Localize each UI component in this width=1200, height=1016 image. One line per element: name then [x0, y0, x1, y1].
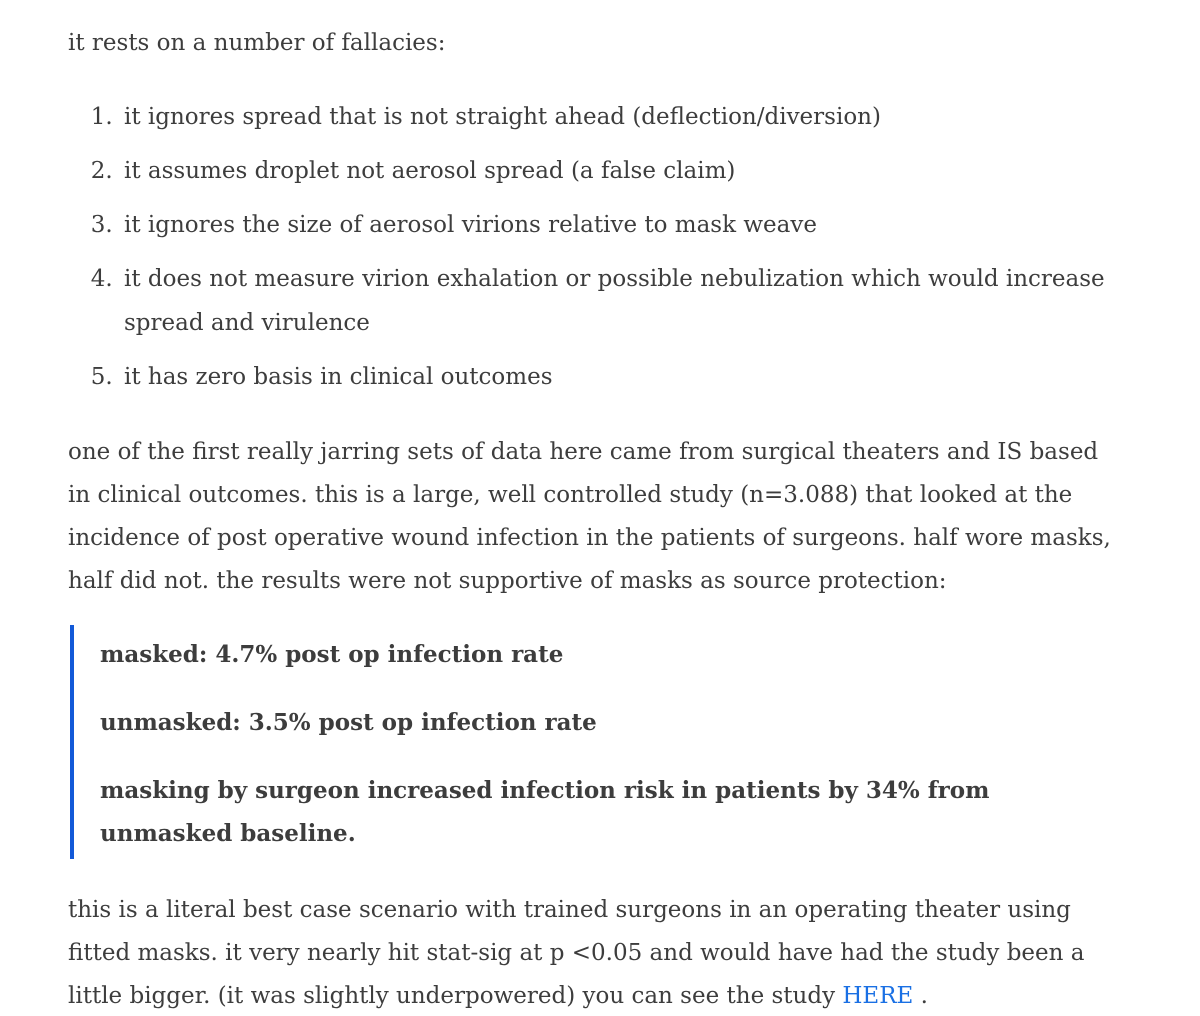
- study-link[interactable]: HERE: [842, 983, 914, 1009]
- closing-text-after: .: [913, 983, 928, 1009]
- results-blockquote: [70, 625, 1116, 859]
- fallacy-item-1: 1. it ignores spread that is not straight ahead (deflection/diversion): [120, 95, 1116, 139]
- fallacies-list: [68, 95, 1116, 399]
- intro-paragraph: it rests on a number of fallacies:: [68, 30, 446, 56]
- study-paragraph: one of the first really jarring sets of data here came from surgical theaters and IS based in clinical outcomes. this is a large, well controlled study (n=3.088) that looked at the incidence of post operative wound infection in the patients of surgeons. half wore masks, half did not. the results were not supportive of masks as source protection:: [68, 439, 1111, 594]
- closing-paragraph: [68, 889, 1116, 1016]
- closing-text-before: this is a literal best case scenario with trained surgeons in an operating theater using fitted masks. it very nearly hit stat-sig at p <0.05 and would have had the study been a little bigger. (it was slightly underpowered) you can see the study: [68, 897, 1085, 1009]
- fallacy-item-3: 3. it ignores the size of aerosol virions relative to mask weave: [120, 203, 1116, 247]
- quote-line-conclusion: masking by surgeon increased infection risk in patients by 34% from unmasked baseline.: [100, 777, 990, 847]
- quote-line-masked: masked: 4.7% post op infection rate: [100, 641, 564, 668]
- quote-line-unmasked: unmasked: 3.5% post op infection rate: [100, 709, 597, 736]
- fallacy-item-4: 4. it does not measure virion exhalation or possible nebulization which would increase spread and virulence: [120, 257, 1116, 345]
- fallacy-item-5: 5. it has zero basis in clinical outcomes: [120, 355, 1116, 399]
- fallacy-item-2: 2. it assumes droplet not aerosol spread (a false claim): [120, 149, 1116, 193]
